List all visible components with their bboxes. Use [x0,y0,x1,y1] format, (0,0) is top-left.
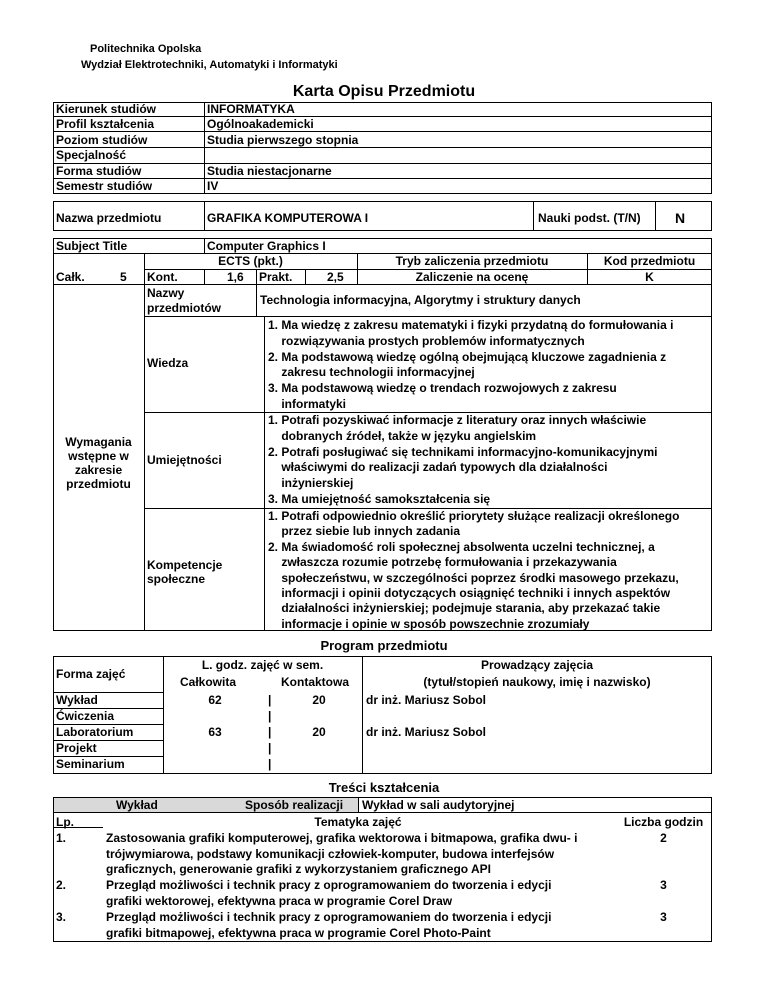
subject-name: GRAFIKA KOMPUTEROWA I [207,211,369,225]
ects-label: ECTS (pkt.) [218,254,283,268]
info-label: Poziom studiów [56,133,148,147]
social-list: 1. Potrafi odpowiednio określić priorytety służące realizacji określonego przez siebie lub innych zadania 2. Ma świadomość roli społecznej absolwenta uczelni technicznej, a zwłaszcza rozumie potrzebę formułowania i przekazywania społeczeństwu, w szczególności poprzez środki masowego przekazu, informacji i opinii dotyczących osiągnięć techniki i innych aspektów działalności inżynierskiej; podejmuje starania, aby przekazać takie informacje i opinie w sposób powszechnie zrozumiały [268,509,680,631]
program-title: Program przedmiotu [320,638,448,653]
hours-count-label: Liczba godzin [623,815,704,829]
requirements-label: Wymagania wstępne w zakresie przedmiotu [65,435,132,491]
subject-name-label: Nazwa przedmiotu [56,211,162,225]
program-sep: | [268,709,272,723]
social-label: Kompetencje społeczne [147,558,223,586]
lecture-label: Wykład [116,798,158,812]
faculty-name: Wydział Elektrotechniki, Automatyki i Informatyki [81,59,338,71]
subject-title: Computer Graphics I [207,239,326,253]
info-value: IV [207,179,219,193]
ects-practical-value: 2,5 [327,270,344,284]
topic-text: Przegląd możliwości i technik pracy z oprogramowaniem do tworzenia i edycji grafiki wektorowej, efektywna praca w programie Corel Draw [106,878,552,908]
contact-col-label: Kontaktowa [281,675,350,689]
page-title: Karta Opisu Przedmiotu [292,83,476,100]
program-sep: | [268,741,272,755]
info-value: Studia pierwszego stopnia [207,133,359,147]
info-label: Forma studiów [56,164,142,178]
topic-hours: 2 [660,831,667,845]
program-contact: 20 [312,725,326,739]
method-label: Sposób realizacji [245,798,344,812]
basic-science-label: Nauki podst. (T/N) [538,211,641,225]
topics-label: Tematyka zajęć [314,815,402,829]
program-total: 62 [208,693,222,707]
code-label: Kod przedmiotu [603,254,696,268]
university-name: Politechnika Opolska [90,43,202,55]
program-sep: | [268,757,272,771]
program-form: Wykład [56,693,98,707]
ects-total-value: 5 [120,270,127,284]
topic-lp: 3. [56,910,67,924]
form-label: Forma zajęć [56,667,126,681]
skills-list: 1. Potrafi pozyskiwać informacje z literatury oraz innych właściwie dobranych źródeł, także w języku angielskim 2. Potrafi posługiwać się technikami informacyjno-komunikacyjnymi właściwymi do realizacji zadań typowych dla działalności inżynierskiej 3. Ma umiejętność samokształcenia się [268,413,658,506]
knowledge-label: Wiedza [147,356,189,370]
prior-subjects: Technologia informacyjna, Algorytmy i struktury danych [260,293,581,307]
knowledge-list: 1. Ma wiedzę z zakresu matematyki i fizyki przydatną do formułowania i rozwiązywania prostych problemów informatycznych 2. Ma podstawową wiedzę ogólną obejmującą kluczowe zagadnienia z zakresu technologii informacyjnej 3. Ma podstawową wiedzę o trendach rozwojowych z zakresu informatyki [268,318,674,411]
ects-contact-value: 1,6 [227,270,244,284]
program-form: Seminarium [56,757,125,771]
lp-label: Lp. [56,815,74,829]
content-title: Treści kształcenia [328,780,440,795]
topic-lp: 1. [56,831,67,845]
info-value: Ogólnoakademicki [207,117,314,131]
teacher-label-sub: (tytuł/stopień naukowy, imię i nazwisko) [423,675,651,689]
program-teacher: dr inż. Mariusz Sobol [366,725,487,739]
mode-label: Tryb zaliczenia przedmiotu [395,254,549,268]
program-sep: | [268,693,272,707]
program-total: 63 [208,725,222,739]
info-label: Semestr studiów [56,179,153,193]
info-label: Specjalność [56,148,127,162]
info-value: Studia niestacjonarne [207,164,332,178]
teacher-label: Prowadzący zajęcia [480,658,594,672]
ects-practical-label: Prakt. [259,270,293,284]
mode-value: Zaliczenie na ocenę [415,270,529,284]
program-form: Laboratorium [56,725,134,739]
total-col-label: Całkowita [180,675,237,689]
hours-label: L. godz. zajęć w sem. [201,658,324,672]
program-form: Projekt [56,741,97,755]
topic-text: Przegląd możliwości i technik pracy z oprogramowaniem do tworzenia i edycji grafiki bitmapowej, efektywna praca w programie Corel Photo-Paint [106,910,552,940]
code-value: K [645,270,654,284]
info-label: Kierunek studiów [56,102,157,116]
info-label: Profil kształcenia [56,117,155,131]
ects-total-label: Całk. [56,270,85,284]
info-value: INFORMATYKA [207,102,295,116]
skills-label: Umiejętności [147,453,222,467]
prior-subjects-label: Nazwy [147,286,185,300]
subject-title-label: Subject Title [56,239,128,253]
prior-subjects-label: przedmiotów [147,301,221,315]
topic-hours: 3 [660,878,667,892]
topic-lp: 2. [56,878,67,892]
topic-hours: 3 [660,910,667,924]
method-value: Wykład w sali audytoryjnej [362,798,515,812]
program-contact: 20 [312,693,326,707]
topic-text: Zastosowania grafiki komputerowej, grafika wektorowa i bitmapowa, grafika dwu- i trójwymiarowa, podstawy komunikacji człowiek-komputer, budowa interfejsów graficznych, generowanie grafiki z wykorzystaniem graficznego API [106,831,578,876]
ects-contact-label: Kont. [147,270,178,284]
program-form: Ćwiczenia [56,709,115,723]
program-teacher: dr inż. Mariusz Sobol [366,693,487,707]
program-sep: | [268,725,272,739]
basic-science-value: N [675,210,686,226]
